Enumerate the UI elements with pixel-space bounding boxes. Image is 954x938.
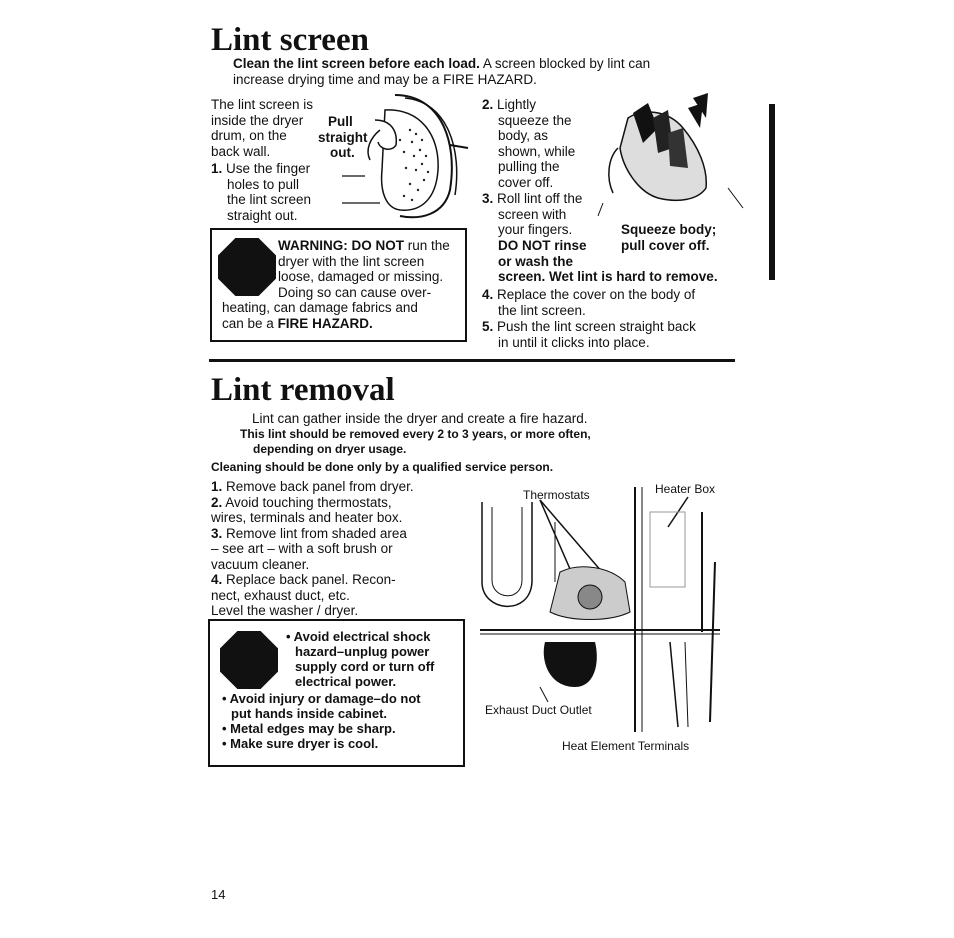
removal-intro: Lint can gather inside the dryer and create a fire hazard.: [252, 411, 588, 426]
heat-element-terminals-label: Heat Element Terminals: [562, 739, 690, 753]
step-text: Replace the cover on the body of: [497, 287, 696, 302]
squeeze-hand-illustration: [598, 88, 748, 218]
note-line: DO NOT rinse: [498, 238, 587, 253]
step-text: wires, terminals and heater box.: [211, 510, 403, 525]
removal-frequency-note: [240, 427, 591, 457]
warning-text-line: loose, damaged or missing.: [278, 269, 444, 284]
step-text: Remove lint from shaded area: [226, 525, 407, 541]
do-not-rinse-note: [498, 238, 718, 285]
warning-line: supply cord or turn off: [295, 659, 435, 674]
warning-box: [210, 228, 467, 342]
warning-text-line: heating, can damage fabrics and: [222, 300, 418, 315]
warning-line: electrical power.: [295, 674, 397, 689]
note-line: or wash the: [498, 253, 574, 269]
step-text: holes to pull: [227, 176, 300, 192]
step-text: Level the washer / dryer.: [211, 603, 359, 618]
warning-line: • Avoid injury or damage–do not: [222, 691, 421, 706]
step-text: Roll lint off the: [497, 191, 583, 206]
step-3: [482, 191, 582, 238]
out-word: out.: [330, 145, 355, 160]
step-number: 3.: [482, 191, 494, 206]
section-title-lint-screen: Lint screen: [211, 22, 369, 58]
heater-box-label: Heater Box: [655, 482, 716, 496]
warning-items-more: [222, 691, 421, 751]
electrical-warning-box: [208, 619, 465, 767]
step-text: Push the lint screen straight back: [497, 319, 696, 334]
step-text: the lint screen.: [498, 302, 586, 318]
step-text: straight out.: [227, 207, 298, 223]
step-text: pulling the: [498, 159, 560, 174]
warning-line: hazard–unplug power: [295, 644, 430, 659]
intro-line2: increase drying time and may be a FIRE HAZARD.: [233, 71, 537, 87]
warning-text-line: dryer with the lint screen: [278, 253, 425, 269]
step-text: Remove back panel from dryer.: [226, 479, 414, 494]
warning-bold: WARNING: DO NOT: [278, 238, 404, 253]
warning-item-shock: [286, 629, 434, 689]
step-5: [482, 319, 696, 350]
warning-text-bottom: [222, 300, 418, 331]
intro-rest: A screen blocked by lint can: [482, 56, 651, 71]
step-text: – see art – with a soft brush or: [211, 541, 393, 556]
section-title-lint-removal: Lint removal: [211, 372, 395, 408]
note-line: This lint should be removed every 2 to 3 years, or more often,: [240, 427, 591, 441]
warning-line: • Avoid electrical shock: [286, 629, 431, 644]
page-number: 14: [211, 887, 226, 902]
step-number: 4.: [482, 287, 494, 302]
step-text: vacuum cleaner.: [211, 556, 310, 572]
caption-line: pull cover off.: [621, 237, 710, 253]
step-number: 3.: [211, 525, 223, 541]
step-text: Avoid touching thermostats,: [225, 494, 392, 510]
step-text: Lightly: [497, 97, 537, 112]
warning-text: [278, 238, 450, 300]
qualified-service-note: Cleaning should be done only by a qualified service person.: [211, 460, 554, 474]
dryer-back-diagram: [470, 482, 730, 737]
step-text: your fingers.: [498, 222, 573, 237]
step-2: [482, 97, 575, 190]
text-line: The lint screen is: [211, 97, 314, 112]
margin-bar: [769, 104, 775, 280]
step-text: Use the finger: [226, 161, 311, 176]
step-number: 5.: [482, 319, 494, 334]
step-1: [211, 161, 311, 223]
step-text: screen with: [498, 206, 567, 222]
step-text: squeeze the: [498, 112, 572, 128]
step-number: 2.: [211, 494, 223, 510]
warning-line: put hands inside cabinet.: [231, 706, 388, 721]
lint-screen-location-text: [211, 97, 313, 159]
warning-text-line: run the: [407, 238, 450, 253]
text-line: drum, on the: [211, 128, 287, 143]
stop-sign-icon: [220, 631, 278, 689]
step-text: cover off.: [498, 174, 554, 190]
step-text: in until it clicks into place.: [498, 334, 650, 350]
section-divider: [209, 359, 735, 362]
lint-screen-illustration: [340, 90, 470, 225]
step-number: 1.: [211, 161, 223, 176]
step-number: 2.: [482, 97, 494, 112]
fire-hazard-bold: FIRE HAZARD.: [277, 315, 373, 331]
warning-line: • Metal edges may be sharp.: [222, 721, 396, 736]
text-line: inside the dryer: [211, 112, 304, 128]
straight-word: straight: [318, 129, 368, 145]
warning-line: • Make sure dryer is cool.: [222, 736, 379, 751]
step-text: the lint screen: [227, 192, 312, 207]
thermostats-label: Thermostats: [523, 488, 590, 502]
intro-paragraph: [233, 56, 753, 87]
step-text: nect, exhaust duct, etc.: [211, 587, 350, 603]
text-line: back wall.: [211, 143, 271, 159]
step-text: Replace back panel. Recon-: [226, 572, 396, 587]
caption-line: Squeeze body;: [621, 222, 717, 237]
stop-sign-icon: [218, 238, 276, 296]
pull-word: Pull: [328, 114, 353, 129]
step-4: [482, 287, 695, 318]
step-text: shown, while: [498, 143, 576, 159]
note-line: depending on dryer usage.: [253, 442, 407, 456]
step-number: 1.: [211, 479, 223, 494]
removal-steps: [211, 479, 414, 619]
note-line: screen. Wet lint is hard to remove.: [498, 269, 718, 284]
warning-text-line: Doing so can cause over-: [278, 284, 432, 300]
exhaust-duct-label: Exhaust Duct Outlet: [485, 703, 592, 717]
warning-text-line: can be a: [222, 315, 274, 331]
intro-bold: Clean the lint screen before each load.: [233, 56, 480, 71]
step-number: 4.: [211, 572, 223, 587]
step-text: body, as: [498, 128, 549, 143]
